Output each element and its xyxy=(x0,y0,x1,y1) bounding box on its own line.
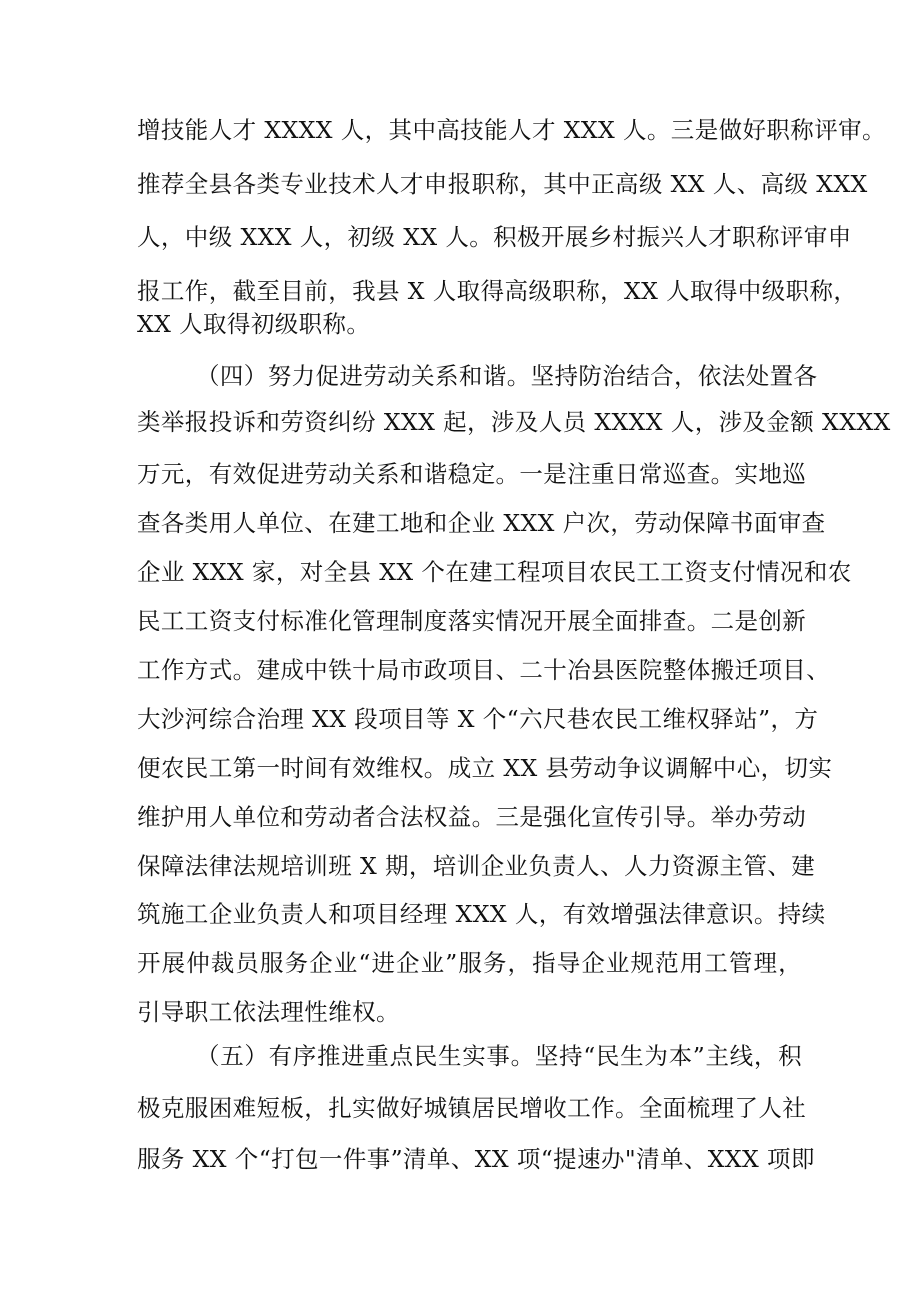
paragraph-heading-line: （四）努力促进劳动关系和谐。坚持防治结合，依法处置各 xyxy=(196,362,818,390)
text-line: 维护用人单位和劳动者合法权益。三是强化宣传引导。举办劳动 xyxy=(137,803,807,831)
paragraph-heading-line: （五）有序推进重点民生实事。坚持“民生为本”主线，积 xyxy=(196,1042,802,1070)
text-line: 工作方式。建成中铁十局市政项目、二十冶县医院整体搬迁项目、 xyxy=(137,656,831,684)
text-line: 保障法律法规培训班 X 期，培训企业负责人、人力资源主管、建 xyxy=(137,852,816,880)
text-line: 极克服困难短板，扎实做好城镇居民增收工作。全面梳理了人社 xyxy=(137,1094,807,1122)
text-line: 报工作，截至目前，我县 X 人取得高级职称，XX 人取得中级职称， xyxy=(137,277,858,305)
text-line: 类举报投诉和劳资纠纷 XXX 起，涉及人员 XXXX 人，涉及金额 XXXX xyxy=(137,408,891,436)
text-line: 大沙河综合治理 XX 段项目等 X 个“六尺巷农民工维权驿站”，方 xyxy=(137,705,819,733)
text-line: 推荐全县各类专业技术人才申报职称，其中正高级 XX 人、高级 XXX xyxy=(137,170,868,198)
text-line: 引导职工依法理性维权。 xyxy=(137,998,400,1026)
text-line: 万元，有效促进劳动关系和谐稳定。一是注重日常巡查。实地巡 xyxy=(137,460,807,488)
text-line: 人，中级 XXX 人，初级 XX 人。积极开展乡村振兴人才职称评审申 xyxy=(137,223,852,251)
text-line: 增技能人才 XXXX 人，其中高技能人才 XXX 人。三是做好职称评审。 xyxy=(137,116,886,144)
text-line: 民工工资支付标准化管理制度落实情况开展全面排查。二是创新 xyxy=(137,607,807,635)
text-line: 筑施工企业负责人和项目经理 XXX 人，有效增强法律意识。持续 xyxy=(137,900,826,928)
text-line: 开展仲裁员服务企业“进企业”服务，指导企业规范用工管理， xyxy=(137,949,802,977)
text-line: 服务 XX 个“打包一件事”清单、XX 项“提速办"清单、XXX 项即 xyxy=(137,1145,815,1173)
text-line: 企业 XXX 家，对全县 XX 个在建工程项目农民工工资支付情况和农 xyxy=(137,558,852,586)
text-line: 查各类用人单位、在建工地和企业 XXX 户次，劳动保障书面审查 xyxy=(137,509,826,537)
text-line: 便农民工第一时间有效维权。成立 XX 县劳动争议调解中心，切实 xyxy=(137,754,833,782)
text-line: XX 人取得初级职称。 xyxy=(137,310,371,338)
